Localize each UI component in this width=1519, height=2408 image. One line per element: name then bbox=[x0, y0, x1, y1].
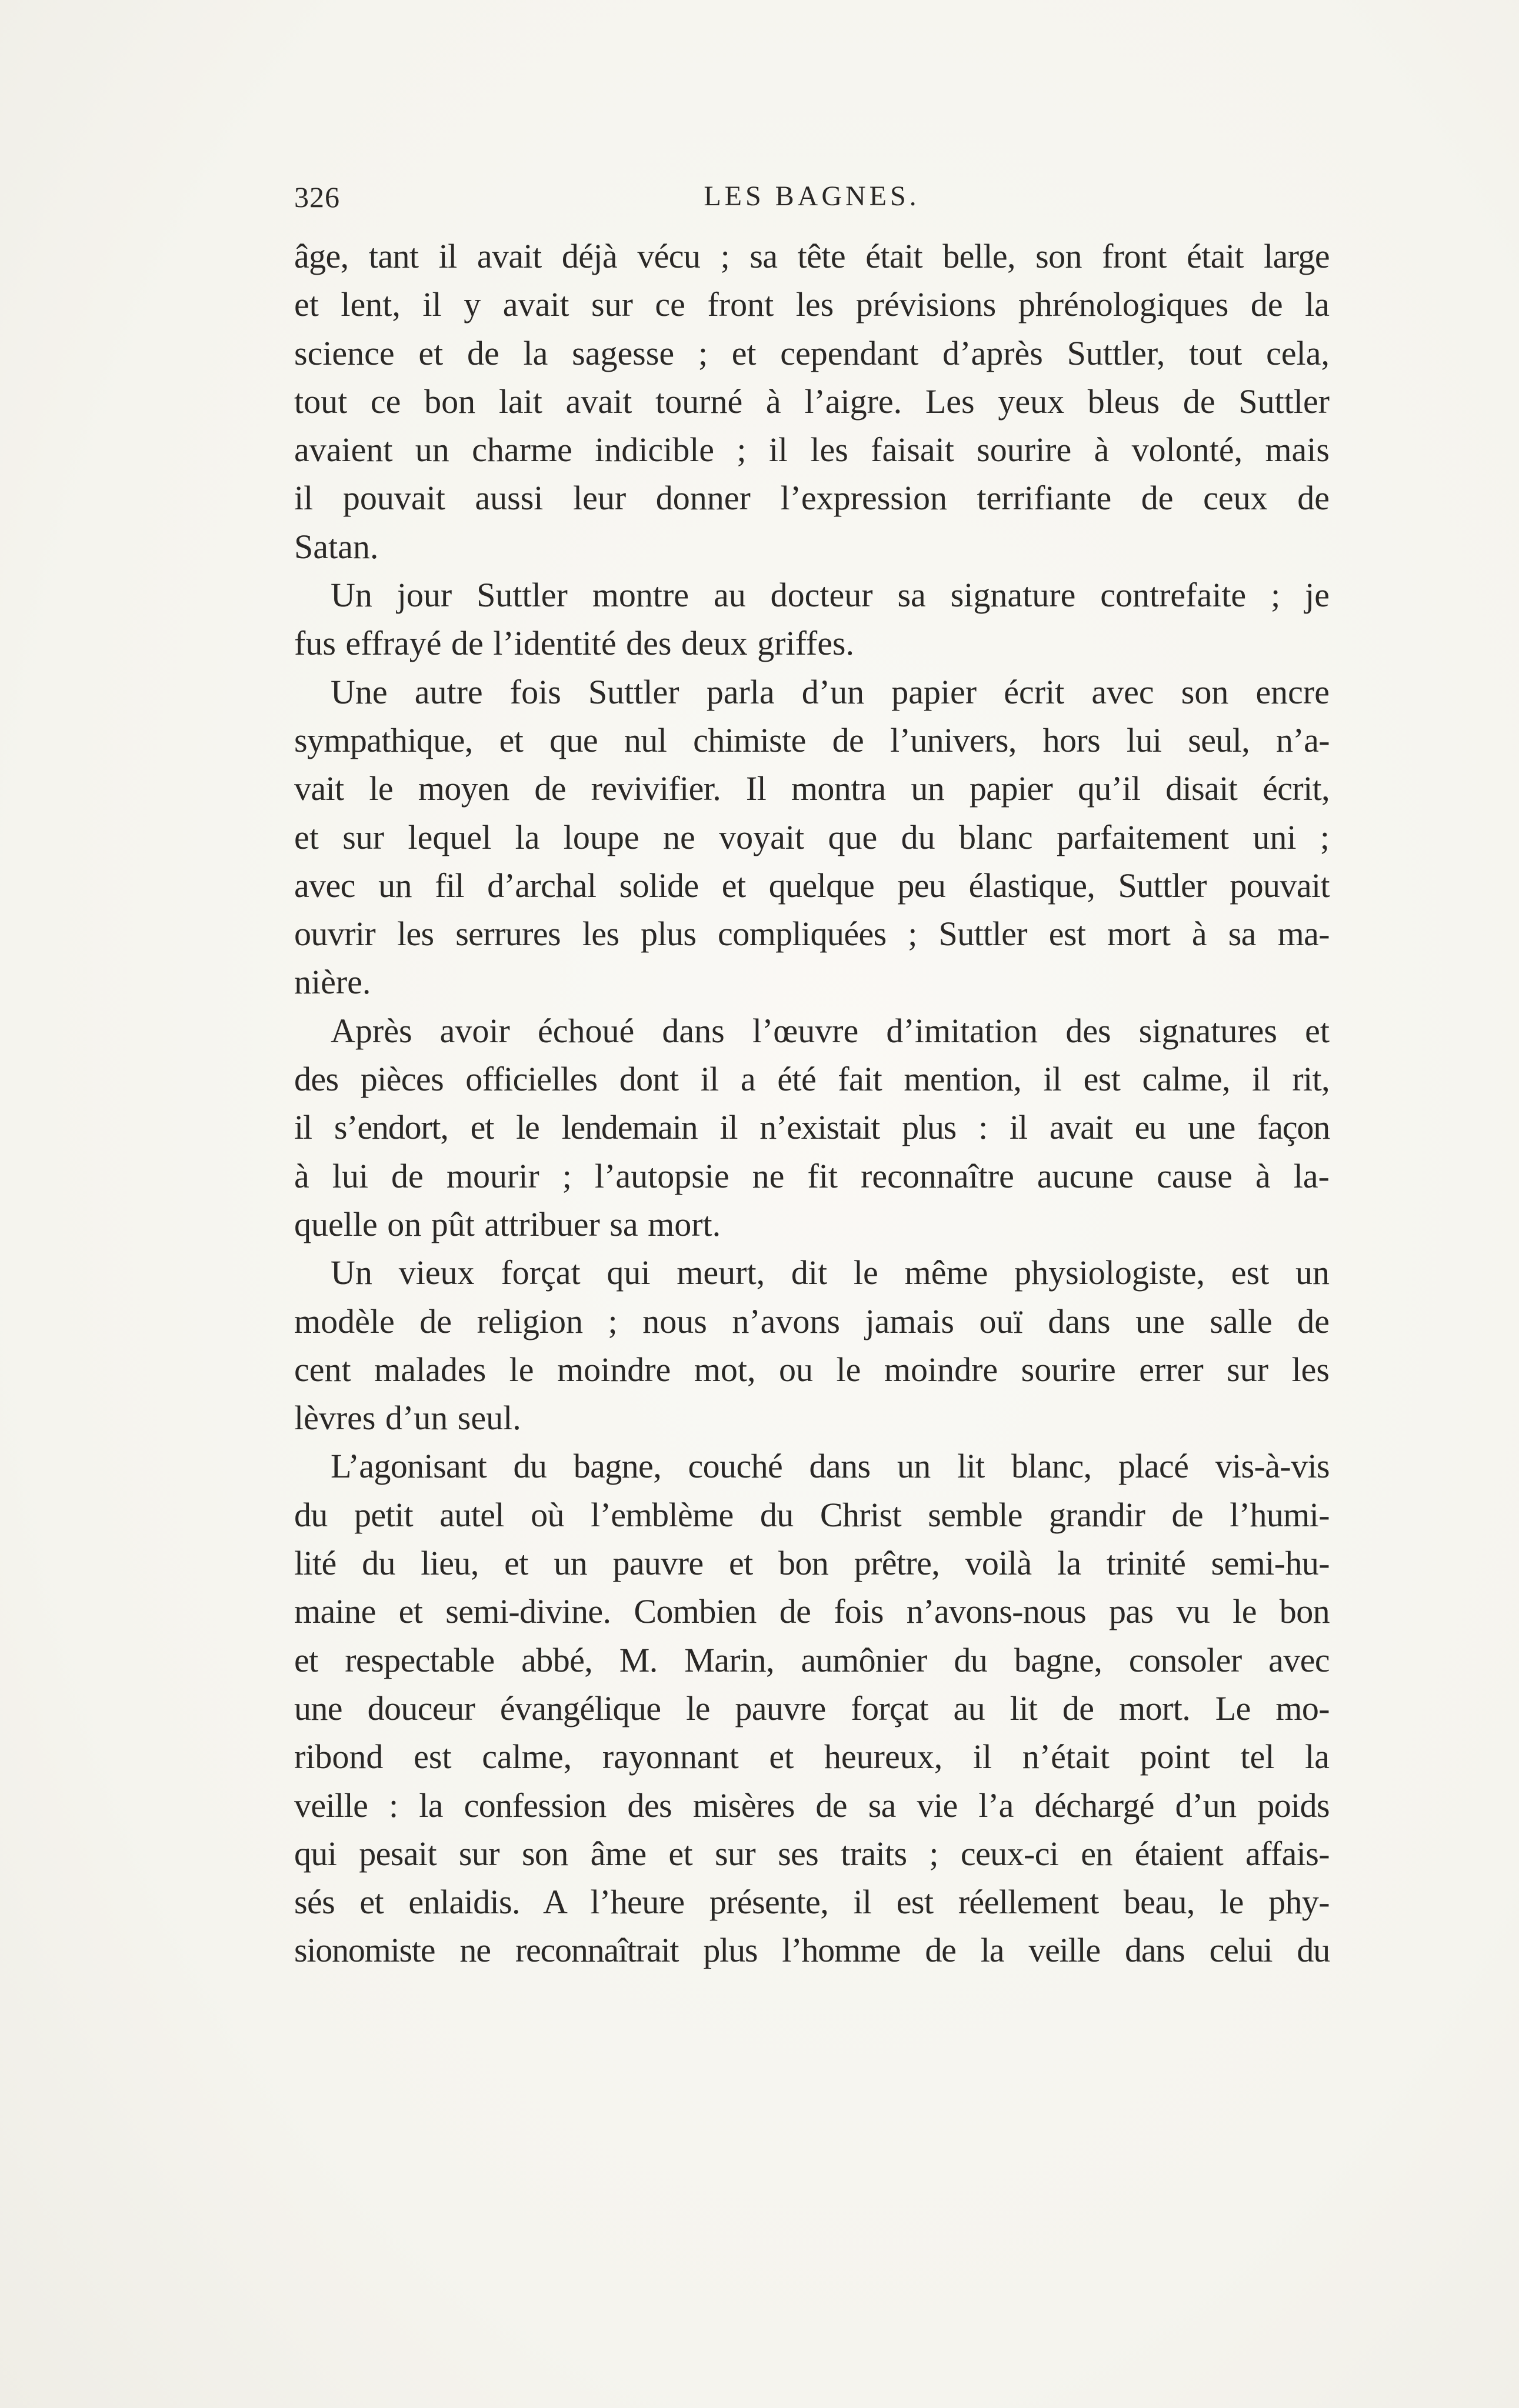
text-line: sympathique, et que nul chimiste de l’univers, hors lui seul, n’a- bbox=[294, 721, 1330, 759]
text-line: avaient un charme indicible ; il les faisait sourire à volonté, mais bbox=[294, 431, 1330, 469]
text-line: âge, tant il avait déjà vécu ; sa tête était belle, son front était large bbox=[294, 237, 1330, 275]
text-line: vait le moyen de revivifier. Il montra un papier qu’il disait écrit, bbox=[294, 769, 1330, 808]
text-line: quelle on pût attribuer sa mort. bbox=[294, 1205, 721, 1243]
text-line: fus effrayé de l’identité des deux griffes. bbox=[294, 624, 855, 663]
text-line: tout ce bon lait avait tourné à l’aigre. Les yeux bleus de Suttler bbox=[294, 382, 1330, 421]
paragraph-first-line: Un jour Suttler montre au docteur sa signature contrefaite ; je bbox=[331, 576, 1330, 615]
text-line: veille : la confession des misères de sa vie l’a déchargé d’un poids bbox=[294, 1786, 1330, 1825]
text-line: à lui de mourir ; l’autopsie ne fit reconnaître aucune cause à la- bbox=[294, 1156, 1330, 1195]
text-line: et lent, il y avait sur ce front les prévisions phrénologiques de la bbox=[294, 285, 1330, 324]
text-line: modèle de religion ; nous n’avons jamais ouï dans une salle de bbox=[294, 1302, 1330, 1340]
running-title: LES BAGNES. bbox=[704, 181, 920, 212]
text-line: avec un fil d’archal solide et quelque peu élastique, Suttler pouvait bbox=[294, 866, 1330, 905]
text-line: lèvres d’un seul. bbox=[294, 1399, 521, 1438]
text-line: et respectable abbé, M. Marin, aumônier du bagne, consoler avec bbox=[294, 1640, 1330, 1679]
text-line: des pièces officielles dont il a été fait mention, il est calme, il rit, bbox=[294, 1060, 1330, 1099]
text-line: qui pesait sur son âme et sur ses traits ; ceux-ci en étaient affais- bbox=[294, 1834, 1330, 1873]
text-line: ribond est calme, rayonnant et heureux, il n’était point tel la bbox=[294, 1737, 1330, 1776]
body-text bbox=[294, 232, 1330, 1975]
paragraph-first-line: Après avoir échoué dans l’œuvre d’imitation des signatures et bbox=[331, 1011, 1330, 1050]
text-line: une douceur évangélique le pauvre forçat au lit de mort. Le mo- bbox=[294, 1689, 1330, 1727]
text-line: Satan. bbox=[294, 527, 379, 566]
text-line: sés et enlaidis. A l’heure présente, il est réellement beau, le phy- bbox=[294, 1883, 1330, 1922]
text-line: nière. bbox=[294, 963, 371, 1002]
text-line: ouvrir les serrures les plus compliquées ; Suttler est mort à sa ma- bbox=[294, 915, 1330, 953]
paragraph-first-line: Une autre fois Suttler parla d’un papier écrit avec son encre bbox=[331, 672, 1330, 711]
text-line: du petit autel où l’emblème du Christ semble grandir de l’humi- bbox=[294, 1495, 1330, 1534]
text-line: cent malades le moindre mot, ou le moindre sourire errer sur les bbox=[294, 1350, 1330, 1389]
paragraph-first-line: L’agonisant du bagne, couché dans un lit blanc, placé vis-à-vis bbox=[331, 1447, 1330, 1486]
text-line: science et de la sagesse ; et cependant d’après Suttler, tout cela, bbox=[294, 333, 1330, 372]
paragraph-first-line: Un vieux forçat qui meurt, dit le même physiologiste, est un bbox=[331, 1253, 1330, 1292]
text-line: et sur lequel la loupe ne voyait que du blanc parfaitement uni ; bbox=[294, 818, 1330, 856]
page-number: 326 bbox=[294, 181, 340, 214]
text-line: il s’endort, et le lendemain il n’existait plus : il avait eu une façon bbox=[294, 1108, 1330, 1147]
text-line: maine et semi-divine. Combien de fois n’avons-nous pas vu le bon bbox=[294, 1592, 1330, 1631]
text-line: il pouvait aussi leur donner l’expression terrifiante de ceux de bbox=[294, 479, 1330, 518]
text-line: lité du lieu, et un pauvre et bon prêtre, voilà la trinité semi-hu- bbox=[294, 1544, 1330, 1583]
page-header bbox=[294, 176, 1330, 224]
text-line: sionomiste ne reconnaîtrait plus l’homme de la veille dans celui du bbox=[294, 1931, 1330, 1970]
